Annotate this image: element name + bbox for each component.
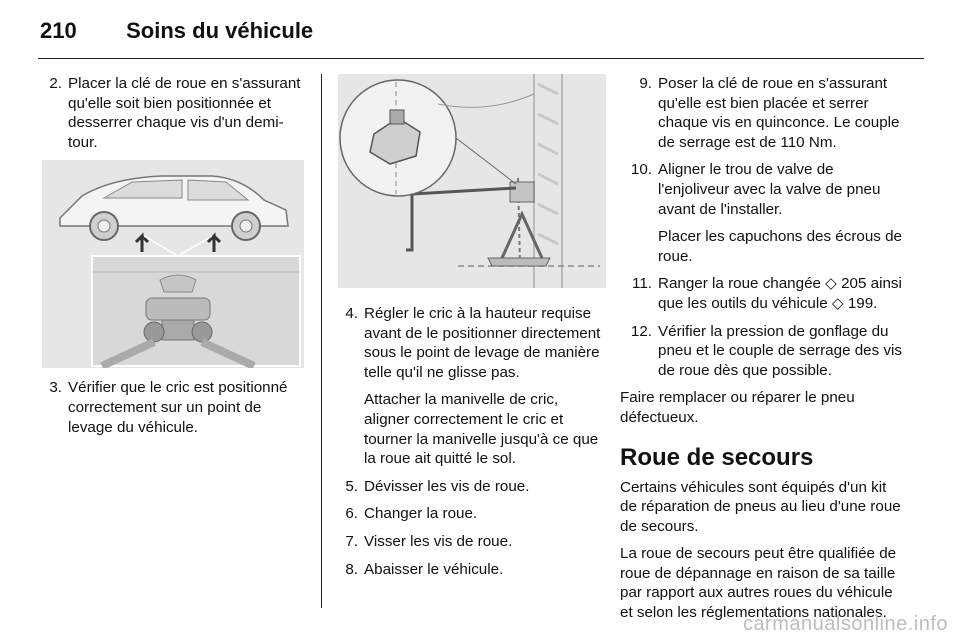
step-text: Placer la clé de roue en s'assurant qu'elle soit bien positionnée et desserrer chaque vis d'un demi-tour.: [68, 75, 301, 151]
paragraph-repair: Faire remplacer ou réparer le pneu défectueux.: [620, 389, 855, 426]
step-text: Abaisser le véhicule.: [364, 560, 504, 578]
step-text: Poser la clé de roue en s'assurant qu'elle est bien placée et serrer chaque vis en quinconce. Le couple de serrage est de 110 Nm.: [658, 75, 900, 151]
step-number: 11.: [632, 275, 652, 293]
step-9: [620, 74, 906, 152]
step-number: 4.: [345, 305, 358, 322]
paragraph-spare-kit: Certains véhicules sont équipés d'un kit de réparation de pneus au lieu d'une roue de secours.: [620, 478, 901, 535]
column-divider-1: [321, 74, 322, 608]
step-8: [338, 560, 606, 580]
step-text: Vérifier la pression de gonflage du pneu et le couple de serrage des vis de roue dès que possible.: [658, 322, 903, 379]
step-7: [338, 532, 606, 552]
step-6: [338, 504, 606, 524]
header-rule: [38, 58, 924, 59]
paragraph-spare-size: La roue de secours peut être qualifiée de roue de dépannage en raison de sa taille par rapport aux autres roues du véhicule et selon les réglementations nationales.: [620, 545, 897, 622]
step-4-subparagraph: Attacher la manivelle de cric, aligner correctement le cric et tourner la manivelle jusqu'à ce que la roue ait quitté le sol.: [364, 391, 599, 468]
step-10-subparagraph: Placer les capuchons des écrous de roue.: [658, 228, 902, 265]
step-3: [42, 378, 304, 437]
jack-crank-figure: [338, 74, 606, 288]
step-10: [620, 160, 906, 219]
column-2: [338, 74, 606, 587]
step-text: Dévisser les vis de roue.: [364, 477, 530, 495]
step-number: 8.: [345, 560, 358, 578]
step-text: Régler le cric à la hauteur requise avant de le positionner directement sous le point de levage de manière telle qu'il ne glisse pas.: [364, 305, 601, 381]
step-number: 2.: [49, 75, 62, 92]
step-number: 3.: [49, 379, 62, 397]
step-number: 9.: [639, 75, 652, 92]
step-text: Ranger la roue changée ◇ 205 ainsi que les outils du véhicule ◇ 199.: [658, 275, 902, 312]
page-header: [40, 18, 313, 44]
step-text: Aligner le trou de valve de l'enjoliveur avec la valve de pneu avant de l'installer.: [658, 161, 881, 218]
step-number: 7.: [345, 532, 358, 550]
car-jack-point-figure: [42, 160, 304, 368]
step-2: [42, 74, 304, 152]
column-3: [620, 74, 906, 631]
step-5: [338, 477, 606, 497]
page-number: 210: [40, 18, 77, 43]
step-number: 12.: [630, 322, 652, 340]
step-number: 6.: [345, 505, 358, 523]
step-text: Visser les vis de roue.: [364, 532, 513, 550]
step-4: [338, 304, 606, 382]
step-number: 10.: [630, 161, 652, 179]
step-text: Changer la roue.: [364, 505, 478, 523]
step-number: 5.: [345, 477, 358, 495]
column-1: [42, 74, 304, 445]
step-12: [620, 322, 906, 381]
page-title: Soins du véhicule: [126, 18, 314, 43]
step-text: Vérifier que le cric est positionné correctement sur un point de levage du véhicule.: [68, 379, 288, 436]
section-heading: Roue de secours: [620, 443, 814, 471]
watermark: carmanualsonline.info: [742, 613, 948, 635]
step-11: [620, 274, 906, 313]
